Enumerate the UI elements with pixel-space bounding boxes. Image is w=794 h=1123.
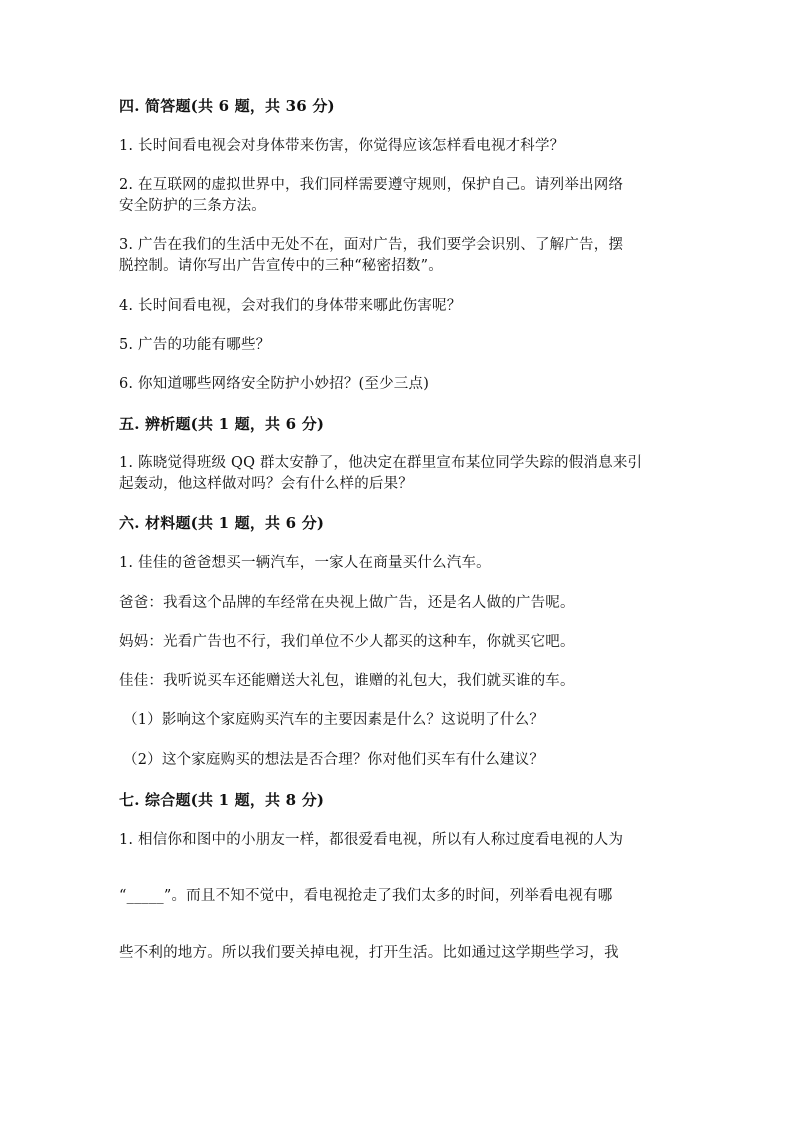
sub-question-6-1-2: （2）这个家庭购买的想法是否合理？你对他们买车有什么建议？ [123,752,545,768]
question-4-2-line-1: 2. 在互联网的虚拟世界中，我们同样需要遵守规则，保护自己。请列举出网络 [119,177,624,193]
section-four-heading: 四. 简答题(共 6 题，共 36 分) [119,97,335,115]
question-4-5: 5. 广告的功能有哪些？ [119,337,271,353]
question-4-2-line-2: 安全防护的三条方法。 [119,198,266,214]
question-7-1-line-1: 1. 相信你和图中的小朋友一样，都很爱看电视，所以有人称过度看电视的人为 [119,832,624,848]
dialogue-jiajia: 佳佳：我听说买车还能赠送大礼包，谁赠的礼包大，我们就买谁的车。 [119,673,575,689]
question-4-4: 4. 长时间看电视，会对我们的身体带来哪此伤害呢？ [119,298,462,314]
question-4-3-line-1: 3. 广告在我们的生活中无处不在，面对广告，我们要学会识别、了解广告，摆 [119,237,624,253]
question-6-1: 1. 佳佳的爸爸想买一辆汽车，一家人在商量买什么汽车。 [119,555,491,571]
question-5-1-line-1: 1. 陈晓觉得班级 QQ 群太安静了，他决定在群里宣布某位同学失踪的假消息来引 [119,455,643,471]
question-7-1-line-3: 些不利的地方。所以我们要关掉电视，打开生活。比如通过这学期些学习，我 [119,945,619,961]
dialogue-mom: 妈妈：光看广告也不行，我们单位不少人都买的这种车，你就买它吧。 [119,634,575,650]
question-5-1-line-2: 起轰动，他这样做对吗？会有什么样的后果？ [119,476,413,492]
question-4-3-line-2: 脱控制。请你写出广告宣传中的三种“秘密招数”。 [119,258,443,274]
section-six-heading: 六. 材料题(共 1 题，共 6 分) [119,514,325,532]
dialogue-dad: 爸爸：我看这个品牌的车经常在央视上做广告，还是名人做的广告呢。 [119,595,575,611]
question-4-6: 6. 你知道哪些网络安全防护小妙招？(至少三点) [119,376,430,392]
question-4-1: 1. 长时间看电视会对身体带来伤害，你觉得应该怎样看电视才科学？ [119,138,565,154]
question-7-1-line-2: “_____”。而且不知不觉中，看电视抢走了我们太多的时间，列举看电视有哪 [119,888,613,904]
section-seven-heading: 七. 综合题(共 1 题，共 8 分) [119,791,325,809]
section-five-heading: 五. 辨析题(共 1 题，共 6 分) [119,415,325,433]
sub-question-6-1-1: （1）影响这个家庭购买汽车的主要因素是什么？这说明了什么？ [123,712,545,728]
